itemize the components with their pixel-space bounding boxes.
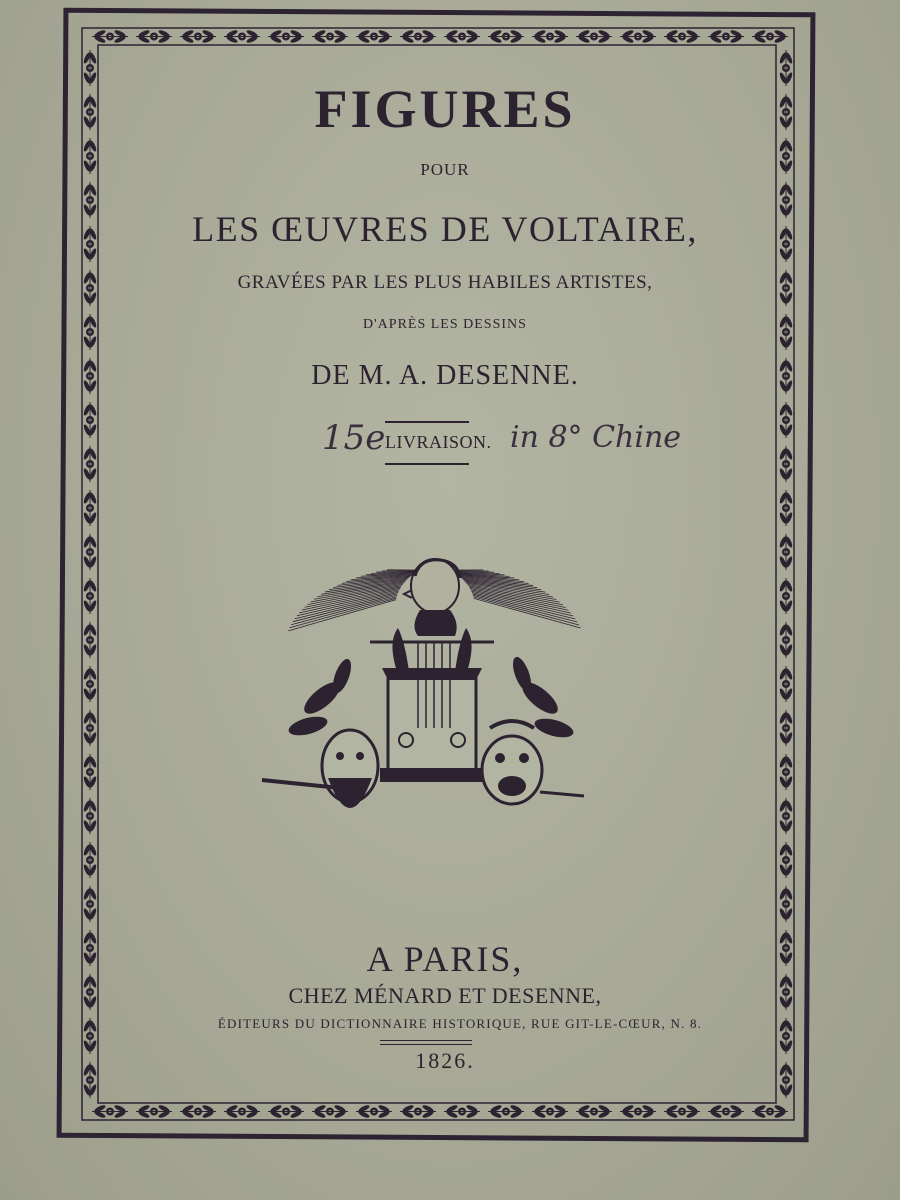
border-ornament (82, 358, 97, 394)
border-ornament (488, 29, 524, 44)
divider-bottom (385, 463, 469, 465)
border-ornament (752, 29, 788, 44)
ray-line (297, 592, 398, 615)
border-ornament (92, 1104, 128, 1119)
border-ornament (82, 138, 97, 174)
divider-year-top2 (380, 1044, 472, 1045)
border-ornament (576, 1104, 612, 1119)
border-ornament (778, 622, 793, 658)
border-ornament (312, 29, 348, 44)
border-ornament (224, 1104, 260, 1119)
border-ornament (664, 29, 700, 44)
border-ornament (82, 798, 97, 834)
border-ornament (92, 29, 128, 44)
border-ornament (576, 29, 612, 44)
artist-name: DE M. A. DESENNE. (311, 360, 579, 391)
border-ornament (82, 666, 97, 702)
border-ornament (180, 1104, 216, 1119)
border-ornament (778, 578, 793, 614)
border-ornament (778, 490, 793, 526)
ray-line (288, 600, 396, 631)
border-ornament (356, 29, 392, 44)
border-ornament (82, 622, 97, 658)
subtitle-pour: POUR (420, 160, 470, 179)
border-ornament (136, 1104, 172, 1119)
border-ornament (136, 29, 172, 44)
border-ornament (532, 1104, 568, 1119)
border-ornament (82, 490, 97, 526)
border-ornament (82, 50, 97, 86)
border-ornament (778, 666, 793, 702)
border-ornament (82, 1062, 97, 1098)
border-ornament (268, 29, 304, 44)
border-ornament (224, 29, 260, 44)
border-ornament (82, 182, 97, 218)
handwritten-number: 15e (322, 418, 386, 458)
livraison-label: LIVRAISON. (385, 432, 492, 452)
handwritten-note: in 8° Chine (510, 420, 682, 455)
ray-line (290, 598, 397, 628)
border-ornament (82, 226, 97, 262)
ray-line (474, 598, 581, 628)
border-ornament (82, 842, 97, 878)
border-ornament (268, 1104, 304, 1119)
city: A PARIS, (366, 939, 524, 979)
border-ornament (82, 402, 97, 438)
border-ornament (400, 1104, 436, 1119)
border-ornament (778, 798, 793, 834)
border-ornament (82, 754, 97, 790)
border-ornament (752, 1104, 788, 1119)
border-ornament (444, 29, 480, 44)
voltaire-vignette-icon (250, 548, 610, 848)
border-ornament (778, 446, 793, 482)
border-ornament (778, 402, 793, 438)
border-ornament (620, 1104, 656, 1119)
border-ornament (778, 886, 793, 922)
border-ornament (444, 1104, 480, 1119)
border-ornament (82, 314, 97, 350)
works-title: LES ŒUVRES DE VOLTAIRE, (192, 209, 698, 249)
border-ornament (82, 710, 97, 746)
border-ornament (82, 578, 97, 614)
border-ornament (708, 29, 744, 44)
border-ornament (82, 886, 97, 922)
border-ornament (82, 94, 97, 130)
border-ornament (312, 1104, 348, 1119)
publisher-details: ÉDITEURS DU DICTIONNAIRE HISTORIQUE, RUE GIT-LE-CŒUR, N. 8. (217, 1016, 703, 1031)
divider-year-top (380, 1040, 472, 1041)
border-ornament (778, 754, 793, 790)
border-ornament (82, 974, 97, 1010)
border-ornament (180, 29, 216, 44)
divider-top (385, 421, 469, 423)
border-ornament (664, 1104, 700, 1119)
border-ornament (82, 270, 97, 306)
border-ornament (82, 534, 97, 570)
publication-year: 1826. (415, 1048, 475, 1073)
border-ornament (82, 446, 97, 482)
border-ornament (82, 1018, 97, 1054)
after-drawings-line: D'APRÈS LES DESSINS (363, 317, 527, 332)
page-title: FIGURES (314, 79, 576, 139)
border-ornament (778, 710, 793, 746)
border-ornament (532, 29, 568, 44)
border-ornament (778, 534, 793, 570)
border-ornament (356, 1104, 392, 1119)
publisher: CHEZ MÉNARD ET DESENNE, (288, 983, 602, 1008)
border-ornament (620, 29, 656, 44)
border-ornament (778, 842, 793, 878)
engraved-line: GRAVÉES PAR LES PLUS HABILES ARTISTES, (237, 272, 653, 293)
border-ornament (488, 1104, 524, 1119)
border-ornament (400, 29, 436, 44)
border-ornament (708, 1104, 744, 1119)
border-ornament (82, 930, 97, 966)
